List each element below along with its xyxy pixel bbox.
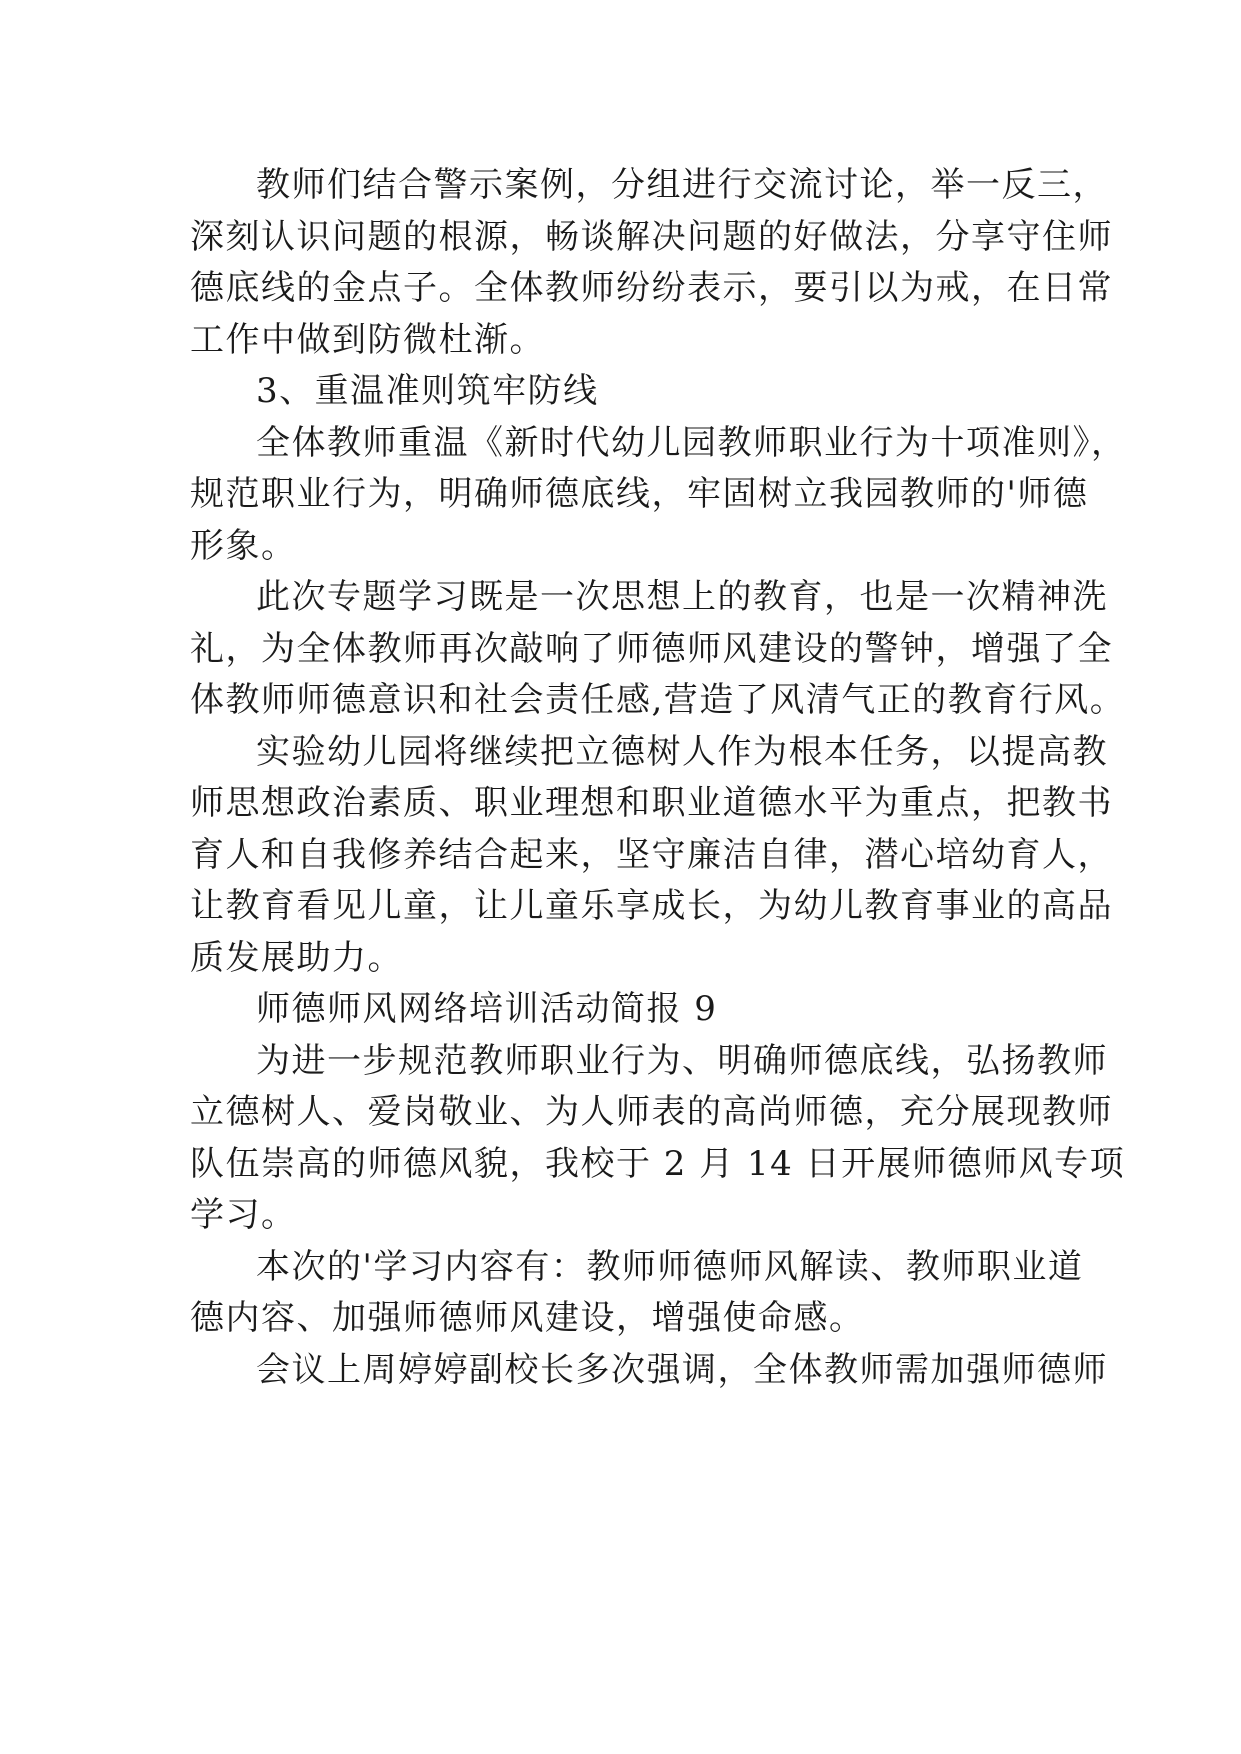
text-line: 师思想政治素质、职业理想和职业道德水平为重点，把教书 <box>190 783 1113 823</box>
text-line: 德内容、加强师德师风建设，增强使命感。 <box>190 1298 865 1338</box>
text-line: 形象。 <box>190 525 297 566</box>
text-line: 规范职业行为，明确师德底线，牢固树立我园教师的'师德 <box>190 474 1089 514</box>
document-body <box>190 160 1127 1396</box>
text-line: 工作中做到防微杜渐。 <box>190 319 545 360</box>
text-line: 教师们结合警示案例，分组进行交流讨论，举一反三， <box>256 165 1108 205</box>
text-line: 会议上周婷婷副校长多次强调，全体教师需加强师德师 <box>256 1349 1108 1390</box>
text-line: 3、重温准则筑牢防线 <box>256 371 599 411</box>
text-line: 队伍崇高的师德风貌，我校于 2 月 14 日开展师德师风专项 <box>190 1143 1126 1184</box>
text-line: 本次的'学习内容有：教师师德师风解读、教师职业道 <box>256 1246 1084 1287</box>
text-line: 学习。 <box>190 1195 297 1235</box>
text-line: 实验幼儿园将继续把立德树人作为根本任务，以提高教 <box>256 731 1108 772</box>
text-line: 全体教师重温《新时代幼儿园教师职业行为十项准则》， <box>256 422 1127 463</box>
text-line: 德底线的金点子。全体教师纷纷表示，要引以为戒，在日常 <box>190 268 1113 308</box>
text-line: 礼，为全体教师再次敲响了师德师风建设的警钟，增强了全 <box>190 628 1113 669</box>
text-line: 立德树人、爱岗敬业、为人师表的高尚师德，充分展现教师 <box>190 1092 1113 1132</box>
text-line: 此次专题学习既是一次思想上的教育，也是一次精神洗 <box>256 577 1108 617</box>
text-line: 深刻认识问题的根源，畅谈解决问题的好做法，分享守住师 <box>190 216 1113 257</box>
text-line: 为进一步规范教师职业行为、明确师德底线，弘扬教师 <box>256 1040 1108 1081</box>
text-line: 让教育看见儿童，让儿童乐享成长，为幼儿教育事业的高品 <box>190 886 1113 926</box>
text-line: 育人和自我修养结合起来，坚守廉洁自律，潜心培幼育人， <box>190 834 1113 875</box>
text-line: 师德师风网络培训活动简报 9 <box>256 989 718 1029</box>
text-line: 体教师师德意识和社会责任感,营造了风清气正的教育行风。 <box>190 680 1126 720</box>
text-line: 质发展助力。 <box>190 937 403 978</box>
